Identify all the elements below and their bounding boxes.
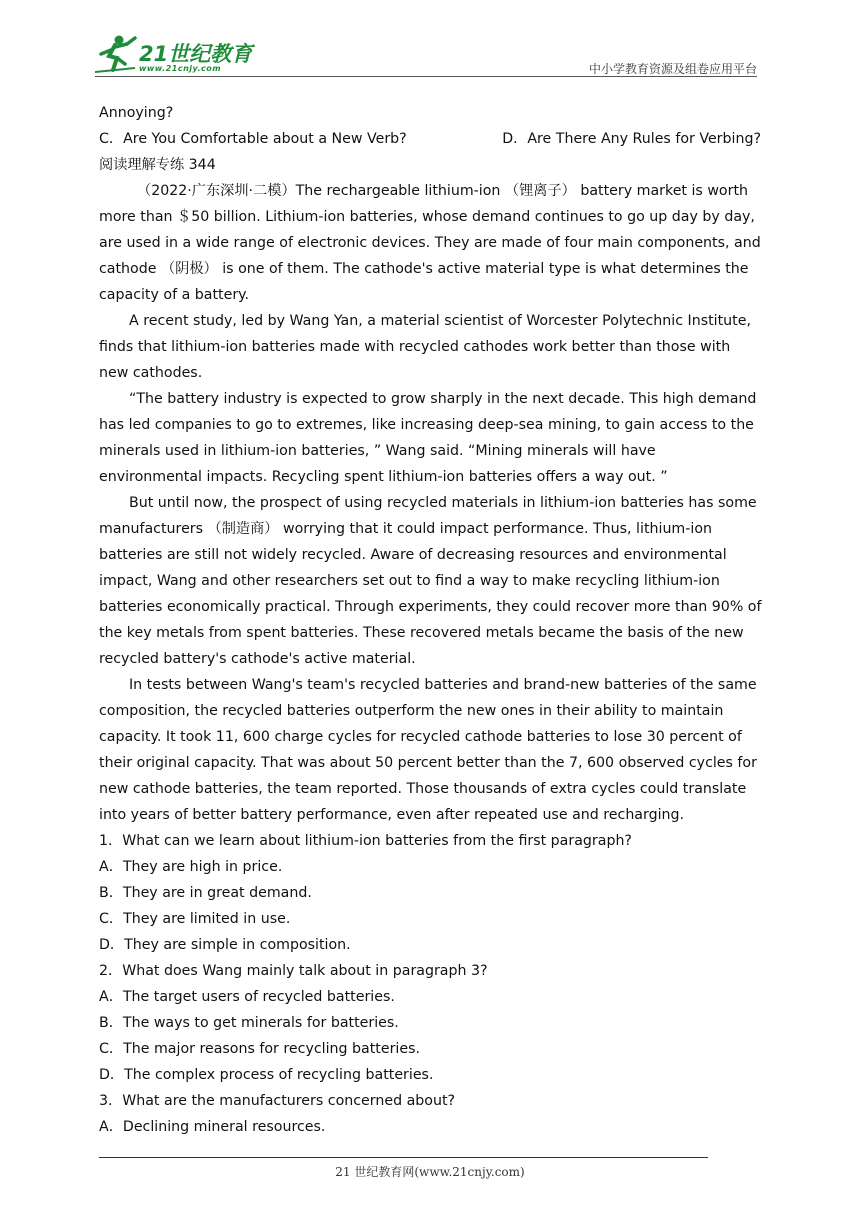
q2-option-d: D．The complex process of recycling batteries. — [99, 1067, 434, 1083]
q1-option-c: C．They are limited in use. — [99, 911, 291, 927]
platform-title: 中小学教育资源及组卷应用平台 — [588, 62, 757, 76]
page-header — [95, 28, 757, 78]
passage-paragraph-3: “The battery industry is expected to grow sharply in the next decade. This high demand has led companies to go to extremes, like increasing deep-sea mining, to gain access to the minerals used in lithium-ion batteries, ” Wang said. “Mining minerals will have environmental impacts. Recycling spent lithium-ion batteries offers a way out. ” — [99, 391, 757, 485]
prev-question-options — [99, 126, 763, 152]
q1-option-d: D．They are simple in composition. — [99, 937, 351, 953]
q1-option-a: A．They are high in price. — [99, 859, 283, 875]
logo-text: 21世纪教育 — [139, 42, 253, 66]
running-man-logo-icon — [95, 34, 139, 74]
prev-option-d: D．Are There Any Rules for Verbing? — [502, 131, 761, 147]
prev-option-c: C．Are You Comfortable about a New Verb? — [99, 131, 407, 147]
prev-question-tail: Annoying? — [99, 105, 174, 121]
site-logo[interactable] — [95, 34, 265, 74]
q2-option-c: C．The major reasons for recycling batteries. — [99, 1041, 420, 1057]
q2-option-a: A．The target users of recycled batteries. — [99, 989, 395, 1005]
q1-option-b: B．They are in great demand. — [99, 885, 312, 901]
question-2: 2．What does Wang mainly talk about in paragraph 3? — [99, 963, 488, 979]
question-1: 1．What can we learn about lithium-ion batteries from the first paragraph? — [99, 833, 632, 849]
document-body — [99, 100, 763, 1140]
passage-paragraph-1: （2022·广东深圳·二模）The rechargeable lithium-ion （锂离子） battery market is worth more than ＄50 billion. Lithium-ion batteries, whose demand continues to go up day by day, are used in a wide range of electronic devices. They are made of four main components, and cathode （阴极） is one of them. The cathode's active material type is what determines the capacity of a battery. — [99, 183, 761, 303]
question-3: 3．What are the manufacturers concerned about? — [99, 1093, 456, 1109]
q2-option-b: B．The ways to get minerals for batteries. — [99, 1015, 399, 1031]
q3-option-a: A．Declining mineral resources. — [99, 1119, 326, 1135]
section-title: 阅读理解专练 344 — [99, 157, 216, 173]
passage-paragraph-2: A recent study, led by Wang Yan, a material scientist of Worcester Polytechnic Institute, finds that lithium-ion batteries made with recycled cathodes work better than those with new cathodes. — [99, 313, 751, 381]
page-footer[interactable]: 21 世纪教育网(www.21cnjy.com) — [335, 1165, 525, 1179]
passage-paragraph-4: But until now, the prospect of using recycled materials in lithium-ion batteries has some manufacturers （制造商） worrying that it could impact performance. Thus, lithium-ion batteries are still not widely recycled. Aware of decreasing resources and environmental impact, Wang and other researchers set out to find a way to make recycling lithium-ion batteries economically practical. Through experiments, they could recover more than 90% of the key metals from spent batteries. These recovered metals became the basis of the new recycled battery's cathode's active material. — [99, 495, 762, 667]
passage-paragraph-5: In tests between Wang's team's recycled batteries and brand-new batteries of the same composition, the recycled batteries outperform the new ones in their ability to maintain capacity. It took 11, 600 charge cycles for recycled cathode batteries to lose 30 percent of their original capacity. That was about 50 percent better than the 7, 600 observed cycles for new cathode batteries, the team reported. Those thousands of extra cycles could translate into years of better battery performance, even after repeated use and recharging. — [99, 677, 757, 823]
header-divider — [95, 76, 757, 77]
footer-divider — [99, 1157, 708, 1158]
logo-url: www.21cnjy.com — [139, 64, 222, 73]
